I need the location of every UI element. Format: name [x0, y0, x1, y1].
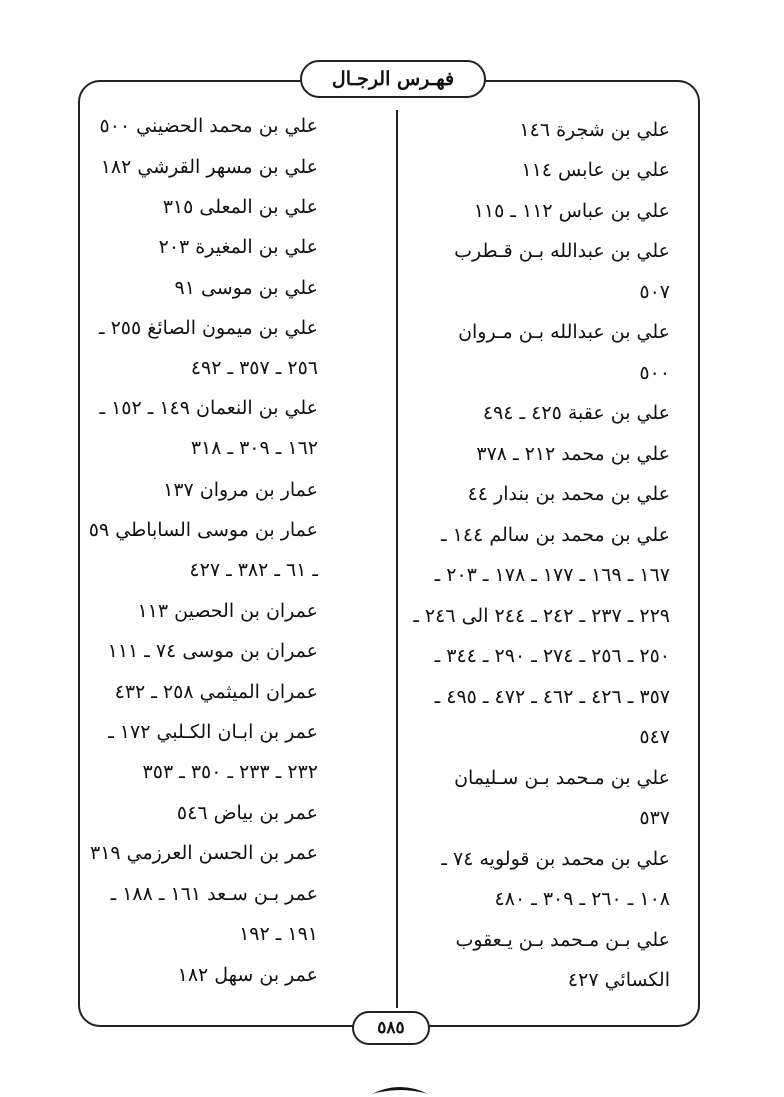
index-line: عمر بن بياض ٥٤٦	[176, 802, 318, 824]
index-line: عمر بن الحسن العرزمي ٣١٩	[90, 842, 318, 864]
index-line: ٢٥٠ ـ ٢٥٦ ـ ٢٧٤ ـ ٢٩٠ ـ ٣٤٤ ـ	[434, 645, 670, 667]
index-line: ١٦٢ ـ ٣٠٩ ـ ٣١٨	[190, 437, 318, 459]
index-line: عمر بـن سـعد ١٦١ ـ ١٨٨ ـ	[110, 883, 318, 905]
index-line: ١٦٧ ـ ١٦٩ ـ ١٧٧ ـ ١٧٨ ـ ٢٠٣ ـ	[434, 564, 670, 586]
index-line: علي بن مـحمد بـن سـليمان	[454, 767, 670, 789]
index-line: ٢٣٢ ـ ٢٣٣ ـ ٣٥٠ ـ ٣٥٣	[142, 761, 318, 783]
index-line: ١٠٨ ـ ٢٦٠ ـ ٣٠٩ ـ ٤٨٠	[494, 888, 670, 910]
index-line: علي بن محمد الحضيني ٥٠٠	[99, 115, 318, 137]
index-line: علي بن عباس ١١٢ ـ ١١٥	[473, 200, 670, 222]
index-line: علي بن موسى ٩١	[174, 277, 318, 299]
index-line: علي بن عابس ١١٤	[521, 159, 670, 181]
index-line: علي بـن مـحمد بـن يـعقوب	[455, 929, 670, 951]
index-line: ٥٠٧	[639, 281, 670, 303]
index-line: علي بن مسهر القرشي ١٨٢	[100, 156, 318, 178]
index-line: الكسائي ٤٢٧	[567, 969, 670, 991]
index-line: ٢٢٩ ـ ٢٣٧ ـ ٢٤٢ ـ ٢٤٤ الى ٢٤٦ ـ	[413, 605, 670, 627]
index-line: علي بن عبدالله بـن مـروان	[458, 321, 670, 343]
index-line: علي بن محمد بن بندار ٤٤	[467, 483, 670, 505]
index-line: ١٩١ ـ ١٩٢	[239, 923, 318, 945]
index-line: علي بن محمد بن سالم ١٤٤ ـ	[441, 524, 670, 546]
column-divider	[396, 110, 398, 1008]
index-line: علي بن محمد بن قولويه ٧٤ ـ	[441, 848, 670, 870]
index-line: علي بن شجرة ١٤٦	[519, 119, 670, 141]
index-line: علي بن ميمون الصائغ ٢٥٥ ـ	[98, 317, 318, 339]
page-title: فهـرس الرجـال	[300, 60, 486, 98]
index-line: ـ ٦١ ـ ٣٨٢ ـ ٤٢٧	[189, 559, 318, 581]
index-line: عمران بن الحصين ١١٣	[137, 600, 318, 622]
index-line: عمران الميثمي ٢٥٨ ـ ٤٣٢	[114, 681, 318, 703]
index-line: عمران بن موسى ٧٤ ـ ١١١	[107, 640, 318, 662]
index-line: ٣٥٧ ـ ٤٢٦ ـ ٤٦٢ ـ ٤٧٢ ـ ٤٩٥ ـ	[434, 686, 670, 708]
index-line: عمار بن مروان ١٣٧	[163, 479, 318, 501]
index-line: علي بن عبدالله بـن قـطرب	[454, 240, 670, 262]
index-line: ٥٤٧	[639, 726, 670, 748]
ornament-swoosh-icon	[370, 1082, 430, 1096]
index-line: ٢٥٦ ـ ٣٥٧ ـ ٤٩٢	[190, 357, 318, 379]
index-line: علي بن عقبة ٤٢٥ ـ ٤٩٤	[482, 402, 670, 424]
page-number: ٥٨٥	[352, 1011, 430, 1045]
index-line: علي بن المغيرة ٢٠٣	[158, 236, 318, 258]
index-line: علي بن النعمان ١٤٩ ـ ١٥٢ ـ	[99, 397, 318, 419]
index-line: ٥٠٠	[639, 362, 670, 384]
index-line: علي بن المعلى ٣١٥	[162, 196, 318, 218]
index-line: ٥٣٧	[639, 807, 670, 829]
index-line: علي بن محمد ٢١٢ ـ ٣٧٨	[476, 443, 670, 465]
index-line: عمر بن سهل ١٨٢	[177, 964, 318, 986]
index-line: عمر بن ابـان الكـلبي ١٧٢ ـ	[108, 721, 318, 743]
index-line: عمار بن موسى الساباطي ٥٩	[88, 519, 318, 541]
